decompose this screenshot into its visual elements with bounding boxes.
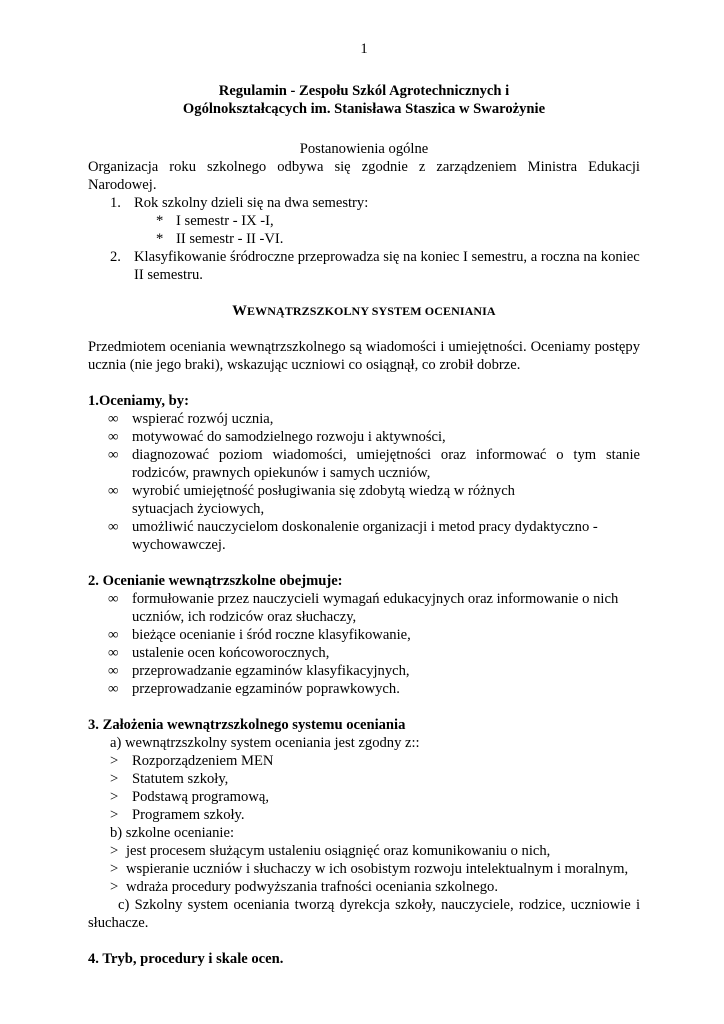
bullet-icon: ∞ xyxy=(108,447,119,463)
list-item: ∞ przeprowadzanie egzaminów klasyfikacyjnych, xyxy=(108,663,410,679)
bullet-icon: ∞ xyxy=(108,663,119,679)
general-heading: Postanowienia ogólne xyxy=(299,141,429,157)
list-item: ∞ bieżące ocenianie i śród roczne klasyfikowanie, xyxy=(108,627,411,643)
list-item: ∞ przeprowadzanie egzaminów poprawkowych. xyxy=(108,681,400,697)
general-list-2 xyxy=(88,248,640,284)
bullet-icon: ∞ xyxy=(108,483,119,499)
section-2-list xyxy=(88,590,640,698)
section-3-c: c) Szkolny system oceniania tworzą dyrekcja szkoły, nauczyciele, rodzice, uczniowie i słuchacze. xyxy=(88,897,640,931)
semester-item: * II semestr - II -VI. xyxy=(156,231,284,247)
list-item: ∞ diagnozować poziom wiadomości, umiejętności oraz informować o tym stanie rodziców, prawnych opiekunów i samych uczniów, xyxy=(108,447,640,481)
section-4-heading: 4. Tryb, procedury i skale ocen. xyxy=(88,951,284,967)
bullet-icon: ∞ xyxy=(108,591,119,607)
section-1-list xyxy=(88,410,640,554)
wso-heading: WEWNĄTRZSZKOLNY SYSTEM OCENIANIA xyxy=(232,303,496,319)
list-item: 2. Klasyfikowanie śródroczne przeprowadza się na koniec I semestru, a roczna na koniec II semestru. xyxy=(110,249,640,283)
list-item: ∞ ustalenie ocen końcoworocznych, xyxy=(108,645,330,661)
wso-intro: Przedmiotem oceniania wewnątrzszkolnego są wiadomości i umiejętności. Oceniamy postępy ucznia (nie jego braki), wskazując uczniowi co osiągnął, co zrobił dobrze. xyxy=(88,339,640,373)
section-3-heading: 3. Założenia wewnątrzszkolnego systemu oceniania xyxy=(88,717,406,733)
section-2-heading: 2. Ocenianie wewnątrzszkolne obejmuje: xyxy=(88,573,343,589)
title-line-2: Ogólnokształcących im. Stanisława Staszica w Swarożynie xyxy=(182,101,546,117)
semester-item: * I semestr - IX -I, xyxy=(156,213,274,229)
section-1-heading: 1.Oceniamy, by: xyxy=(88,393,189,409)
page-number: 1 xyxy=(360,41,368,57)
list-item: ∞ umożliwić nauczycielom doskonalenie organizacji i metod pracy dydaktyczno - wychowawczej. xyxy=(108,519,598,553)
list-item: 1. Rok szkolny dzieli się na dwa semestry: xyxy=(110,195,369,211)
list-item: ∞ wyrobić umiejętność posługiwania się zdobytą wiedzą w różnych sytuacjach życiowych, xyxy=(108,483,515,517)
bullet-icon: ∞ xyxy=(108,411,119,427)
document-page xyxy=(88,40,640,968)
document-title xyxy=(88,82,640,118)
general-list xyxy=(88,194,640,212)
bullet-icon: ∞ xyxy=(108,645,119,661)
list-item: > Statutem szkoły, xyxy=(110,771,229,787)
list-item: ∞ wspierać rozwój ucznia, xyxy=(108,411,274,427)
bullet-icon: ∞ xyxy=(108,429,119,445)
section-3-a: a) wewnątrzszkolny system oceniania jest zgodny z:: xyxy=(110,735,420,751)
list-item: > wspieranie uczniów i słuchaczy w ich osobistym rozwoju intelektualnym i moralnym, xyxy=(110,861,629,877)
bullet-icon: ∞ xyxy=(108,519,119,535)
list-item: ∞ formułowanie przez nauczycieli wymagań edukacyjnych oraz informowanie o nich uczniów, ich rodziców oraz słuchaczy, xyxy=(108,591,619,625)
list-item: ∞ motywować do samodzielnego rozwoju i aktywności, xyxy=(108,429,446,445)
list-item: > Programem szkoły. xyxy=(110,807,245,823)
bullet-icon: ∞ xyxy=(108,681,119,697)
section-3-b: b) szkolne ocenianie: xyxy=(110,825,234,841)
title-line-1: Regulamin - Zespołu Szkól Agrotechnicznych i xyxy=(218,83,510,99)
general-intro: Organizacja roku szkolnego odbywa się zgodnie z zarządzeniem Ministra Edukacji Narodowej. xyxy=(88,159,640,193)
list-item: > wdraża procedury podwyższania trafności oceniania szkolnego. xyxy=(110,879,498,895)
list-item: > Rozporządzeniem MEN xyxy=(110,753,274,769)
list-item: > jest procesem służącym ustaleniu osiągnięć oraz komunikowaniu o nich, xyxy=(110,843,551,859)
bullet-icon: ∞ xyxy=(108,627,119,643)
list-item: > Podstawą programową, xyxy=(110,789,269,805)
